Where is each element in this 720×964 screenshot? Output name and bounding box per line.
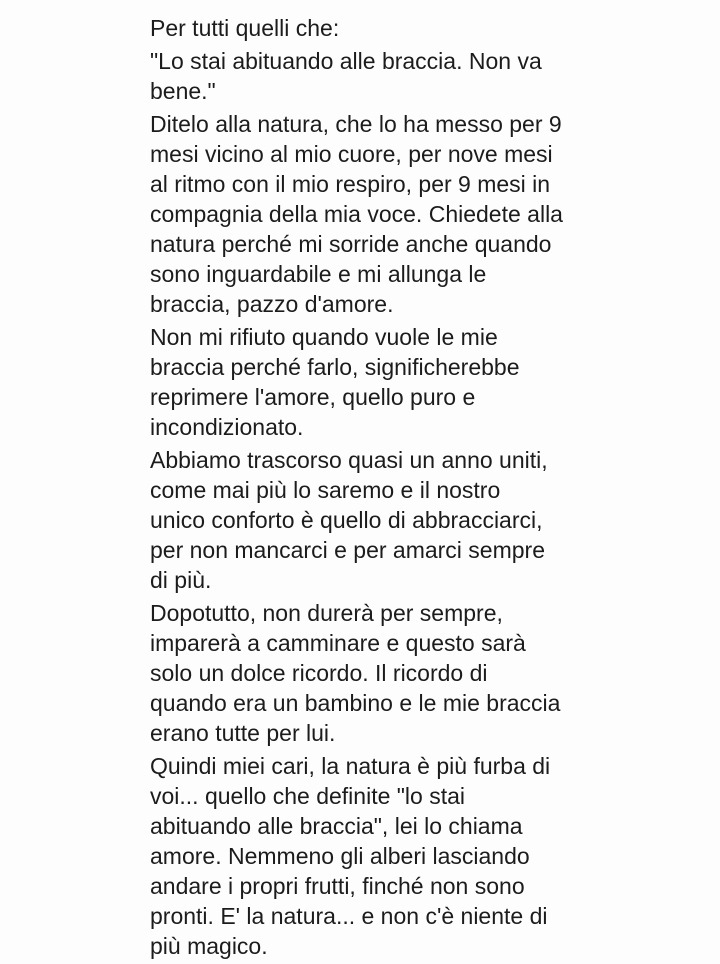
text-line: Abbiamo trascorso quasi un anno uniti, <box>150 447 548 473</box>
text-line: braccia perché farlo, significherebbe <box>150 354 520 380</box>
paragraph <box>150 109 563 319</box>
text-line: Ditelo alla natura, che lo ha messo per 9 <box>150 111 562 137</box>
text-line: come mai più lo saremo e il nostro <box>150 477 501 503</box>
paragraph <box>150 445 563 595</box>
paragraph <box>150 46 563 106</box>
paragraph <box>150 13 563 43</box>
text-line: braccia, pazzo d'amore. <box>150 291 394 317</box>
text-line: Dopotutto, non durerà per sempre, <box>150 600 503 626</box>
paragraph <box>150 598 563 748</box>
text-line: sono inguardabile e mi allunga le <box>150 261 487 287</box>
text-line: bene." <box>150 78 216 104</box>
text-line: compagnia della mia voce. Chiedete alla <box>150 201 563 227</box>
text-line: andare i propri frutti, finché non sono <box>150 873 525 899</box>
text-line: per non mancarci e per amarci sempre <box>150 537 545 563</box>
text-line: unico conforto è quello di abbracciarci, <box>150 507 543 533</box>
text-line: di più. <box>150 567 212 593</box>
text-line: più magico. <box>150 933 268 959</box>
post-text <box>150 13 563 964</box>
text-line: reprimere l'amore, quello puro e <box>150 384 476 410</box>
text-line: Quindi miei cari, la natura è più furba di <box>150 753 551 779</box>
text-line: pronti. E' la natura... e non c'è niente di <box>150 903 548 929</box>
text-line: al ritmo con il mio respiro, per 9 mesi in <box>150 171 551 197</box>
text-line: mesi vicino al mio cuore, per nove mesi <box>150 141 553 167</box>
text-line: "Lo stai abituando alle braccia. Non va <box>150 48 542 74</box>
text-line: voi... quello che definite "lo stai <box>150 783 466 809</box>
text-line: Per tutti quelli che: <box>150 15 340 41</box>
text-line: incondizionato. <box>150 414 304 440</box>
text-line: amore. Nemmeno gli alberi lasciando <box>150 843 530 869</box>
text-line: quando era un bambino e le mie braccia <box>150 690 561 716</box>
text-line: abituando alle braccia", lei lo chiama <box>150 813 523 839</box>
text-line: solo un dolce ricordo. Il ricordo di <box>150 660 488 686</box>
paragraph <box>150 322 563 442</box>
text-line: imparerà a camminare e questo sarà <box>150 630 526 656</box>
text-line: erano tutte per lui. <box>150 720 336 746</box>
text-line: natura perché mi sorride anche quando <box>150 231 552 257</box>
text-line: Non mi rifiuto quando vuole le mie <box>150 324 498 350</box>
paragraph <box>150 751 563 961</box>
